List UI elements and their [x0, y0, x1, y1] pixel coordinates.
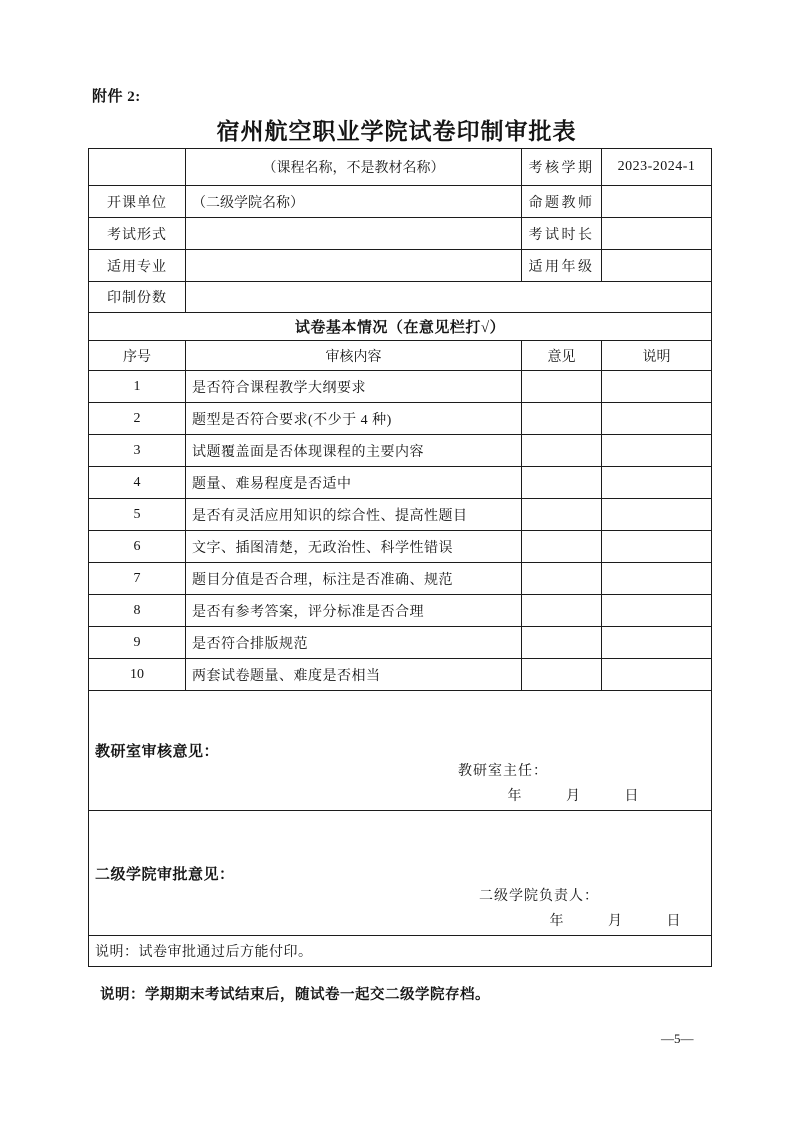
checklist-row-3 [89, 435, 712, 467]
info-row-major [89, 250, 712, 282]
footer-note: 说明：学期期末考试结束后，随试卷一起交二级学院存档。 [100, 987, 490, 1003]
content-cell: 题型是否符合要求(不少于 4 种) [186, 403, 522, 435]
dept-review-title: 教研室审核意见： [95, 744, 220, 760]
row-number-cell: 6 [89, 531, 186, 563]
note-cell [602, 627, 712, 659]
page-title: 宿州航空职业学院试卷印制审批表 [216, 119, 577, 144]
note-cell [602, 659, 712, 691]
opinion-cell [522, 595, 602, 627]
section-title-row [89, 313, 712, 341]
dept-review-section [89, 691, 712, 811]
teacher-label-cell: 命题教师 [522, 186, 602, 218]
grade-label-cell: 适用年级 [522, 250, 602, 282]
checklist-header-row [89, 341, 712, 371]
header-note-cell: 说明 [602, 341, 712, 371]
opinion-cell [522, 563, 602, 595]
college-signer-label: 二级学院负责人： [479, 889, 599, 904]
row-number-cell: 10 [89, 659, 186, 691]
course-name-row [89, 149, 712, 186]
date-year-label: 年 [507, 789, 522, 804]
checklist-row-4 [89, 467, 712, 499]
course-name-hint-cell: （课程名称，不是教材名称） [186, 149, 522, 186]
dept-review-row [89, 691, 712, 811]
header-opinion-cell: 意见 [522, 341, 602, 371]
note-cell [602, 499, 712, 531]
note-cell [602, 371, 712, 403]
content-cell: 题量、难易程度是否适中 [186, 467, 522, 499]
note-cell [602, 563, 712, 595]
checklist-row-9 [89, 627, 712, 659]
checklist-row-7 [89, 563, 712, 595]
department-value-cell: （二级学院名称） [186, 186, 522, 218]
semester-label-cell: 考核学期 [522, 149, 602, 186]
college-review-section [89, 811, 712, 936]
content-cell: 是否有灵活应用知识的综合性、提高性题目 [186, 499, 522, 531]
opinion-cell [522, 531, 602, 563]
copies-value-cell [186, 282, 712, 313]
content-cell: 是否符合课程教学大纲要求 [186, 371, 522, 403]
note-cell [602, 595, 712, 627]
department-label-cell: 开课单位 [89, 186, 186, 218]
college-signature-area [479, 885, 711, 930]
header-content-cell: 审核内容 [186, 341, 522, 371]
print-approval-table [88, 148, 712, 967]
major-label-cell: 适用专业 [89, 250, 186, 282]
table-note-row [89, 936, 712, 967]
note-cell [602, 435, 712, 467]
opinion-cell [522, 467, 602, 499]
date-day-label: 日 [624, 789, 639, 804]
checklist-row-1 [89, 371, 712, 403]
content-cell: 文字、插图清楚，无政治性、科学性错误 [186, 531, 522, 563]
row-number-cell: 4 [89, 467, 186, 499]
checklist-row-2 [89, 403, 712, 435]
row-number-cell: 5 [89, 499, 186, 531]
content-cell: 是否有参考答案，评分标准是否合理 [186, 595, 522, 627]
duration-label-cell: 考试时长 [522, 218, 602, 250]
date-day-label: 日 [666, 914, 681, 929]
opinion-cell [522, 499, 602, 531]
page-number: —5— [661, 1031, 694, 1046]
course-name-label-cell [89, 149, 186, 186]
opinion-cell [522, 627, 602, 659]
college-review-row [89, 811, 712, 936]
date-month-label: 月 [608, 914, 623, 929]
semester-value-cell: 2023-2024-1 [602, 149, 712, 186]
info-row-department [89, 186, 712, 218]
header-no-cell: 序号 [89, 341, 186, 371]
content-cell: 试题覆盖面是否体现课程的主要内容 [186, 435, 522, 467]
row-number-cell: 8 [89, 595, 186, 627]
opinion-cell [522, 659, 602, 691]
table-note-cell: 说明：试卷审批通过后方能付印。 [89, 936, 712, 967]
copies-label-cell: 印制份数 [89, 282, 186, 313]
row-number-cell: 3 [89, 435, 186, 467]
checklist-row-10 [89, 659, 712, 691]
row-number-cell: 9 [89, 627, 186, 659]
duration-value-cell [602, 218, 712, 250]
college-date-line [479, 910, 681, 930]
note-cell [602, 403, 712, 435]
exam-form-value-cell [186, 218, 522, 250]
opinion-cell [522, 371, 602, 403]
section-title: 试卷基本情况（在意见栏打√） [89, 313, 712, 341]
note-cell [602, 467, 712, 499]
dept-date-line [458, 785, 639, 805]
date-month-label: 月 [566, 789, 581, 804]
content-cell: 是否符合排版规范 [186, 627, 522, 659]
info-row-exam-form [89, 218, 712, 250]
checklist-row-8 [89, 595, 712, 627]
note-cell [602, 531, 712, 563]
dept-signer-label: 教研室主任： [458, 764, 548, 779]
dept-signature-area [458, 760, 711, 805]
college-review-title: 二级学院审批意见： [95, 866, 235, 883]
checklist-row-6 [89, 531, 712, 563]
major-value-cell [186, 250, 522, 282]
row-number-cell: 7 [89, 563, 186, 595]
checklist-row-5 [89, 499, 712, 531]
content-cell: 题目分值是否合理，标注是否准确、规范 [186, 563, 522, 595]
opinion-cell [522, 403, 602, 435]
row-number-cell: 1 [89, 371, 186, 403]
teacher-value-cell [602, 186, 712, 218]
attachment-label: 附件 2: [92, 89, 141, 105]
copies-row [89, 282, 712, 313]
exam-form-label-cell: 考试形式 [89, 218, 186, 250]
date-year-label: 年 [549, 914, 564, 929]
opinion-cell [522, 435, 602, 467]
grade-value-cell [602, 250, 712, 282]
content-cell: 两套试卷题量、难度是否相当 [186, 659, 522, 691]
row-number-cell: 2 [89, 403, 186, 435]
